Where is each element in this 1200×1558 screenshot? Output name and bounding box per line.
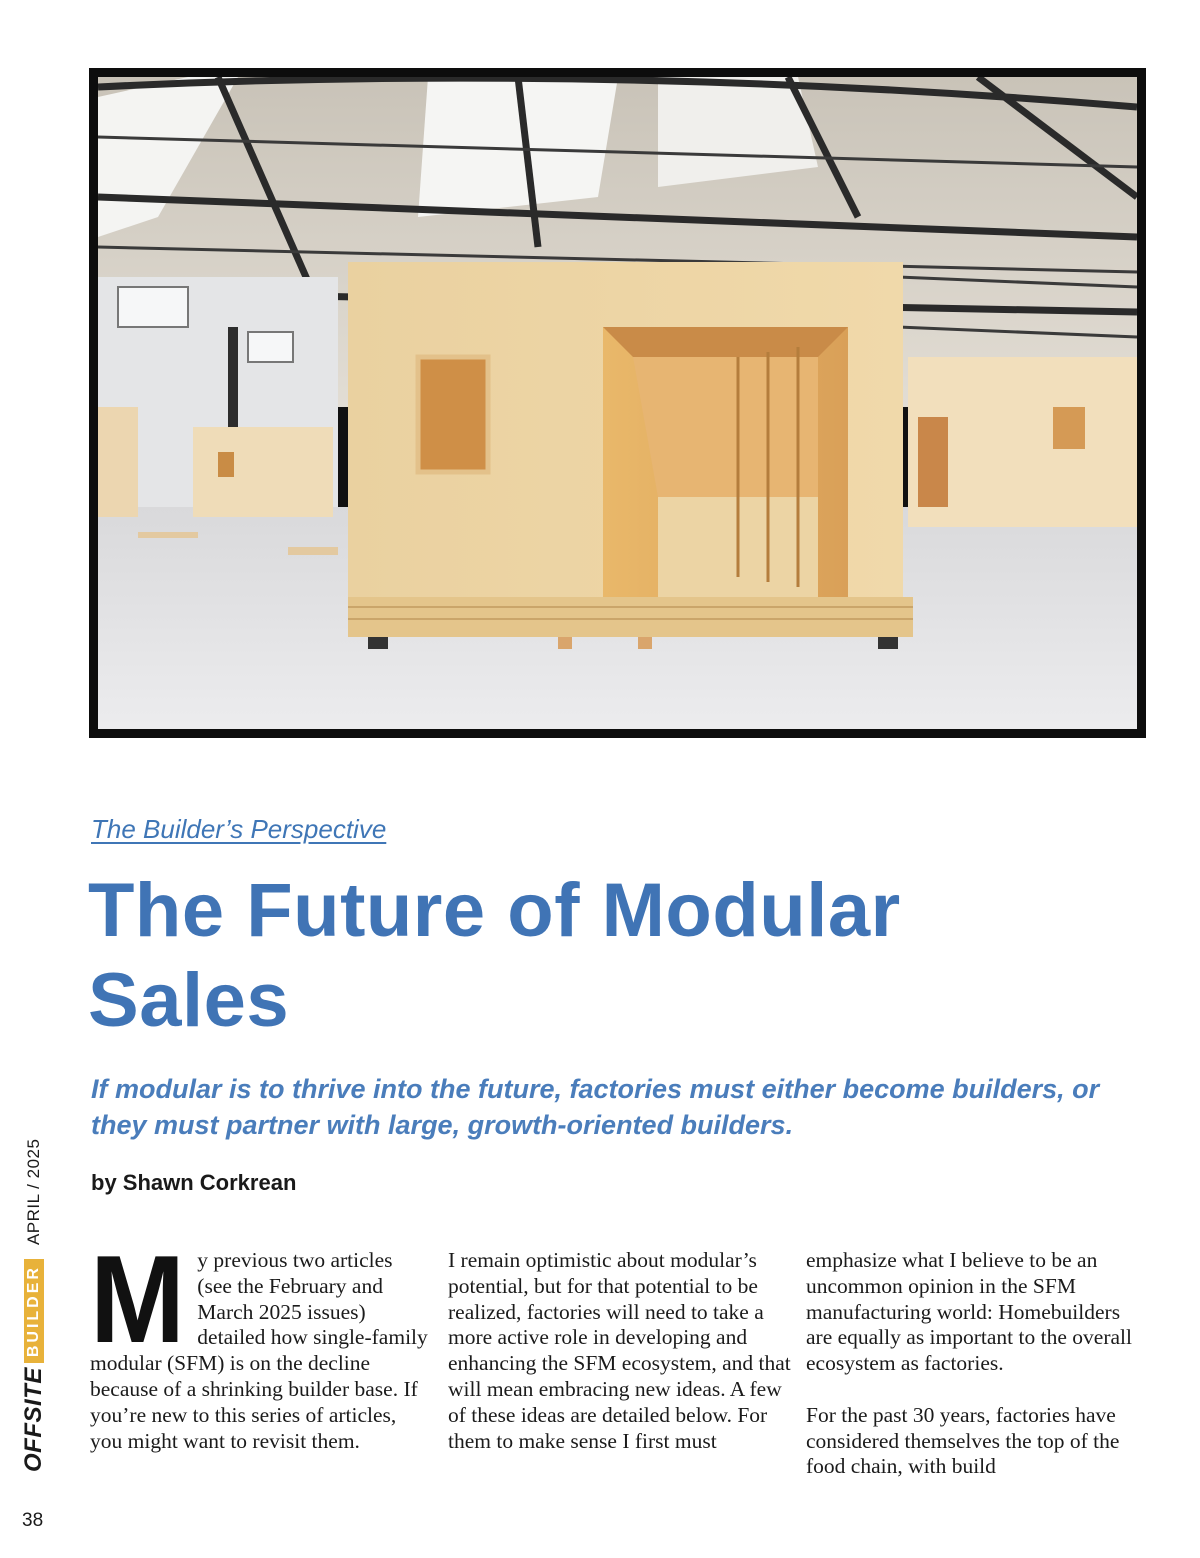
page-number: 38: [22, 1510, 44, 1531]
drop-cap: M: [90, 1231, 182, 1369]
article-title: The Future of Modular Sales: [88, 868, 901, 1043]
modular-house-factory-photo: [98, 77, 1137, 729]
body-text: I remain optimistic about modular’s potential, but for that potential to be realized, factories will need to take a more active role in developing and enhancing the SFM ecosystem, and that will mean embracing new ideas. A few of these ideas are detailed below. For them to make sense I first must: [448, 1248, 791, 1453]
brand-offsite: OFFSITE: [20, 1367, 47, 1472]
page-margin: [6, 1138, 56, 1480]
byline: by Shawn Corkrean: [91, 1170, 297, 1195]
body-column-3: [806, 1248, 1146, 1480]
hero-photo-frame: [89, 68, 1146, 738]
body-text: emphasize what I believe to be an uncommon opinion in the SFM manufacturing world: Homebuilders are equally as important to the overall ecosystem as factories.: [806, 1248, 1132, 1376]
body-text: y previous two articles (see the February and March 2025 issues) detailed how single-family modular (SFM) is on the decline because of a shrinking builder base. If you’re new to this series of articles, you might want to revisit them.: [90, 1248, 428, 1453]
issue-date: APRIL / 2025: [24, 1138, 43, 1246]
article-deck: If modular is to thrive into the future, factories must either become builders, or they must partner with large, growth-oriented builders.: [91, 1074, 1100, 1140]
section-kicker: The Builder’s Perspective: [91, 814, 387, 844]
body-text: For the past 30 years, factories have considered themselves the top of the food chain, with build: [806, 1402, 1120, 1479]
brand-builder: BUILDER: [24, 1259, 44, 1363]
body-column-1: [90, 1231, 430, 1454]
body-column-2: [448, 1248, 793, 1454]
